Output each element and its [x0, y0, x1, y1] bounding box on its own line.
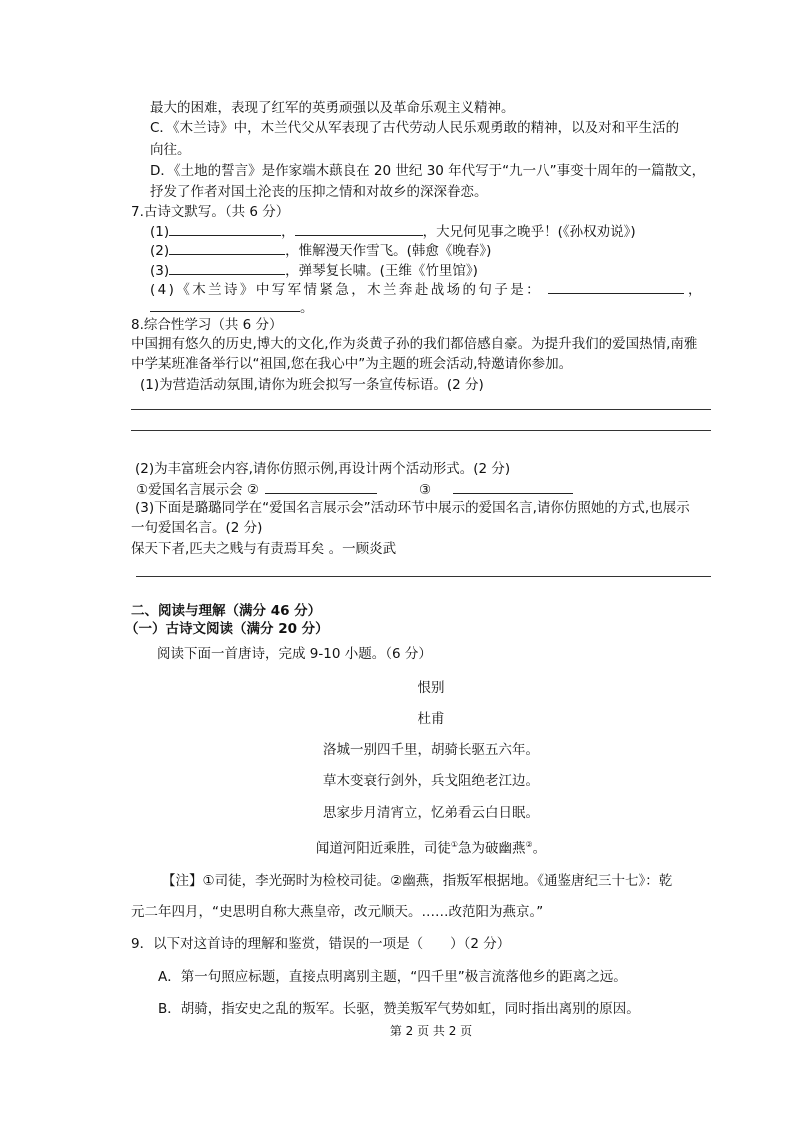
- q8-sub3-line1: (3)下面是璐璐同学在“爱国名言展示会”活动环节中展示的爱国名言,请你仿照她的方式,也展示: [135, 500, 690, 516]
- q6-option-d-line2: 抒发了作者对国土沦丧的压抑之情和对故乡的深深眷恋。: [150, 184, 488, 200]
- poem-title: 恨别: [417, 680, 445, 696]
- q7-title: 7.古诗文默写。（共 6 分）: [131, 204, 290, 220]
- q6-option-b-continuation: 最大的困难，表现了红军的英勇顽强以及革命乐观主义精神。: [150, 100, 515, 116]
- section2-part1-title: （一）古诗文阅读（满分 20 分）: [125, 621, 329, 637]
- q7-item3-blank[interactable]: [169, 260, 285, 275]
- poem-line4-part-b: 急为破幽燕: [458, 840, 526, 857]
- q8-sub2-number-3: ③: [419, 482, 432, 498]
- q7-item-1: [150, 221, 636, 241]
- q8-sub3-line2: 一句爱国名言。(2 分): [131, 520, 263, 536]
- note-line-2: 元二年四月，“史思明自称大燕皇帝，改元顺天。……改范阳为燕京。”: [131, 904, 544, 920]
- poem-author: 杜甫: [417, 711, 445, 727]
- q8-sub3-example: 保天下者,匹夫之贱与有责焉耳矣 。一顾炎武: [131, 541, 397, 557]
- poem-line-1: 洛城一别四千里，胡骑长驱五六年。: [323, 742, 539, 758]
- q8-title: 8.综合性学习（共 6 分）: [131, 317, 283, 333]
- q7-item3-tail: ，弹琴复长啸。(王维《竹里馆》): [285, 263, 478, 279]
- q7-item4-text: (4)《木兰诗》中写军情紧急，木兰奔赴战场的句子是：: [150, 282, 543, 298]
- footnote-marker-1: ①: [450, 840, 458, 849]
- q6-option-c-line2: 向往。: [150, 142, 191, 158]
- page-number: 第 2 页 共 2 页: [389, 1024, 473, 1038]
- q8-sub2-blank-3[interactable]: [453, 479, 573, 494]
- q7-item1-tail: ，大兄何见事之晚乎！(《孙权劝说》): [422, 224, 636, 240]
- q7-item2-number: (2): [150, 243, 170, 259]
- q7-item1-blank-a[interactable]: [169, 221, 281, 236]
- q7-item4-blank-a[interactable]: [548, 279, 684, 294]
- q8-intro-line1: 中国拥有悠久的历史,博大的文化,作为炎黄子孙的我们都倍感自豪。为提升我们的爱国热情,南雅: [131, 336, 698, 352]
- q7-item-2: [150, 240, 491, 260]
- q8-sub2-options: [136, 479, 573, 499]
- q8-sub2: (2)为丰富班会内容,请你仿照示例,再设计两个活动形式。(2 分): [135, 461, 511, 477]
- q7-item2-tail: ，惟解漫天作雪飞。(韩愈《晚春》): [285, 243, 492, 259]
- q6-option-c-line1: C．《木兰诗》中，木兰代父从军表现了古代劳动人民乐观勇敢的精神，以及对和平生活的: [150, 120, 680, 136]
- q8-sub1-answer-line-1[interactable]: [131, 409, 711, 410]
- q8-sub1-answer-line-2[interactable]: [131, 430, 711, 431]
- footnote-marker-2: ②: [525, 840, 533, 849]
- q7-item1-separator: ，: [281, 224, 295, 240]
- q8-sub3-answer-line[interactable]: [136, 576, 711, 577]
- q8-intro-line2: 中学某班准备举行以“祖国,您在我心中”为主题的班会活动,特邀请你参加。: [131, 356, 573, 372]
- q7-item-3: [150, 260, 478, 280]
- q9-option-b: B．胡骑，指安史之乱的叛军。长驱，赞美叛军气势如虹，同时指出离别的原因。: [158, 1001, 640, 1017]
- q7-item2-blank[interactable]: [169, 240, 285, 255]
- q8-sub1: (1)为营造活动氛围,请你为班会拟写一条宣传标语。(2 分): [140, 377, 484, 393]
- q9-option-a: A．第一句照应标题，直接点明离别主题，“四千里”极言流落他乡的距离之远。: [158, 969, 627, 985]
- q9-stem: 9．以下对这首诗的理解和鉴赏，错误的一项是（ ）（2 分）: [131, 936, 511, 952]
- q7-item4-comma: ，: [688, 282, 702, 298]
- q6-option-d-line1: D．《土地的誓言》是作家端木蕻良在 20 世纪 30 年代写于“九一八”事变十周年的一篇散文，: [150, 163, 706, 179]
- poem-line-2: 草木变衰行剑外，兵戈阻绝老江边。: [323, 773, 539, 789]
- q7-item4-blank-b[interactable]: [150, 297, 300, 312]
- q7-item3-number: (3): [150, 263, 170, 279]
- q7-item-4-line2: [150, 297, 314, 317]
- poem-line-4: [34, 836, 794, 858]
- note-line-1: 【注】①司徒，李光弼时为检校司徒。②幽燕，指叛军根据地。《通鉴唐纪三十七》：乾: [162, 873, 673, 889]
- poem-line-3: 思家步月清宵立，忆弟看云白日眠。: [323, 805, 539, 821]
- section2-instruction: 阅读下面一首唐诗，完成 9-10 小题。（6 分）: [157, 646, 432, 662]
- q8-sub2-blank-2[interactable]: [265, 479, 377, 494]
- q7-item4-end: 。: [300, 300, 314, 316]
- q7-item1-number: (1): [150, 224, 170, 240]
- q7-item1-blank-b[interactable]: [295, 221, 423, 236]
- poem-line4-part-c: 。: [532, 840, 547, 857]
- q7-item-4: [150, 279, 702, 299]
- section2-title: 二、阅读与理解（满分 46 分）: [131, 603, 322, 619]
- q8-sub2-example: ①爱国名言展示会 ②: [136, 482, 259, 498]
- poem-line4-part-a: 闻道河阳近乘胜，司徒: [315, 840, 451, 857]
